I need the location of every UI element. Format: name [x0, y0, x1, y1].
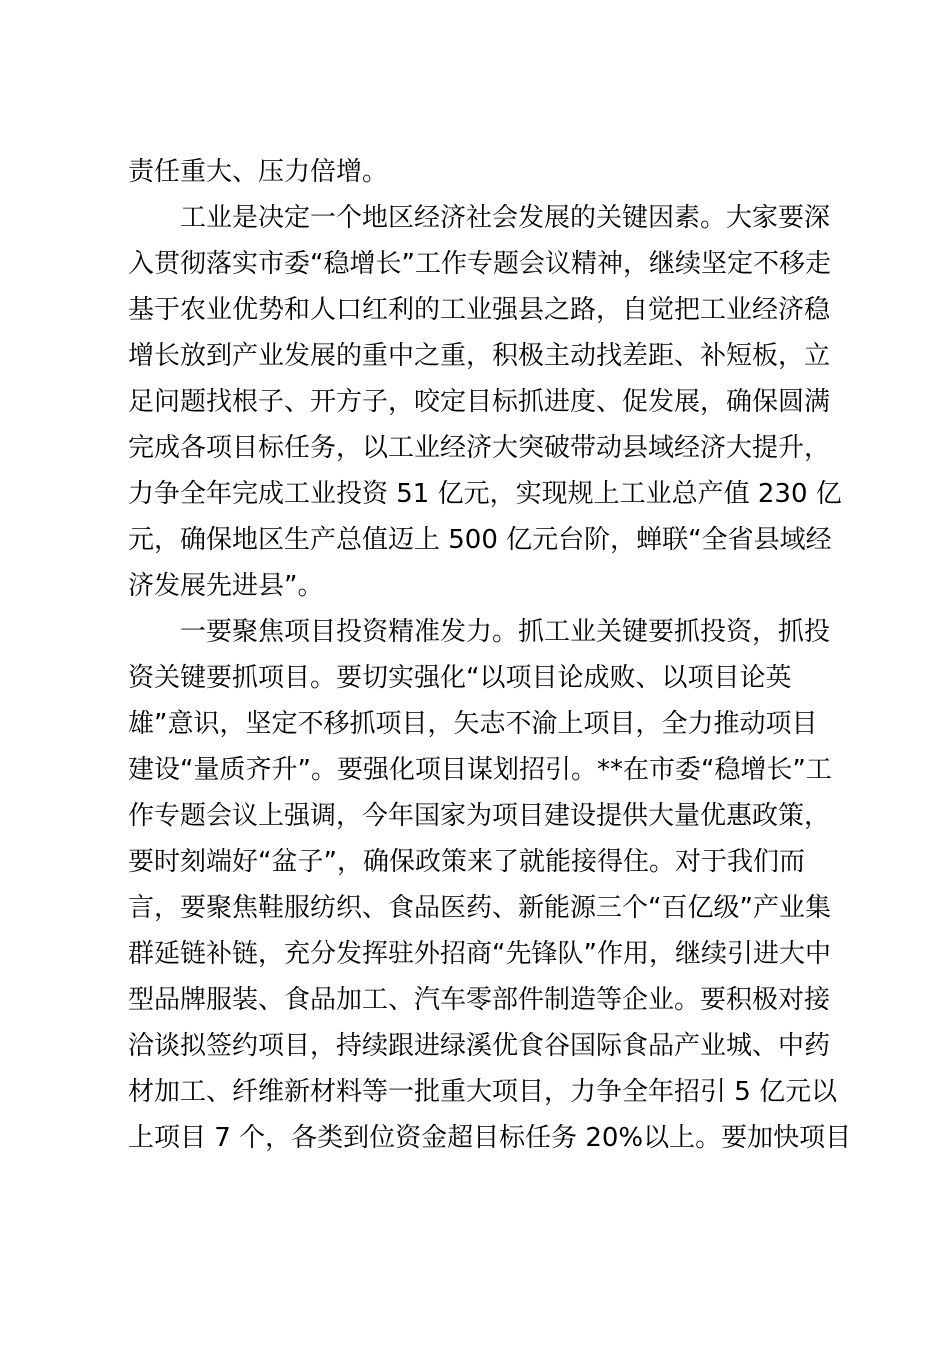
text-line: 洽谈拟签约项目，持续跟进绿溪优食谷国际食品产业城、中药 — [128, 1031, 831, 1061]
text-line: 增长放到产业发展的重中之重，积极主动找差距、补短板，立 — [128, 341, 831, 371]
text-line: 完成各项目标任务，以工业经济大突破带动县域经济大提升， — [128, 433, 831, 463]
text-line: 资关键要抓项目。要切实强化“以项目论成败、以项目论英 — [128, 663, 792, 693]
text-line: 入贯彻落实市委“稳增长”工作专题会议精神，继续坚定不移走 — [128, 249, 831, 279]
text-line: 雄”意识，坚定不移抓项目，矢志不渝上项目，全力推动项目 — [128, 709, 818, 739]
text-line: 建设“量质齐升”。要强化项目谋划招引。**在市委“稳增长”工 — [128, 755, 832, 785]
text-line: 元，确保地区生产总值迈上 500 亿元台阶，蝉联“全省县域经 — [128, 525, 832, 555]
text-line: 型品牌服装、食品加工、汽车零部件制造等企业。要积极对接 — [128, 985, 831, 1015]
paragraph-first-line: 一要聚焦项目投资精准发力。抓工业关键要抓投资，抓投 — [180, 617, 831, 647]
text-line: 责任重大、压力倍增。 — [128, 157, 389, 187]
text-line: 材加工、纤维新材料等一批重大项目，力争全年招引 5 亿元以 — [128, 1077, 838, 1107]
text-line: 言，要聚焦鞋服纺织、食品医药、新能源三个“百亿级”产业集 — [128, 893, 831, 923]
text-line: 足问题找根子、开方子，咬定目标抓进度、促发展，确保圆满 — [128, 387, 831, 417]
text-line: 上项目 7 个，各类到位资金超目标任务 20%以上。要加快项目 — [128, 1123, 852, 1153]
text-line: 基于农业优势和人口红利的工业强县之路，自觉把工业经济稳 — [128, 295, 831, 325]
text-line: 力争全年完成工业投资 51 亿元，实现规上工业总产值 230 亿 — [128, 479, 842, 509]
text-line: 要时刻端好“盆子”，确保政策来了就能接得住。对于我们而 — [128, 847, 805, 877]
text-line: 济发展先进县”。 — [128, 571, 324, 601]
text-line: 作专题会议上强调，今年国家为项目建设提供大量优惠政策， — [128, 801, 831, 831]
text-line: 群延链补链，充分发挥驻外招商“先锋队”作用，继续引进大中 — [128, 939, 831, 969]
document-body — [128, 149, 852, 1161]
paragraph-first-line: 工业是决定一个地区经济社会发展的关键因素。大家要深 — [180, 203, 831, 233]
